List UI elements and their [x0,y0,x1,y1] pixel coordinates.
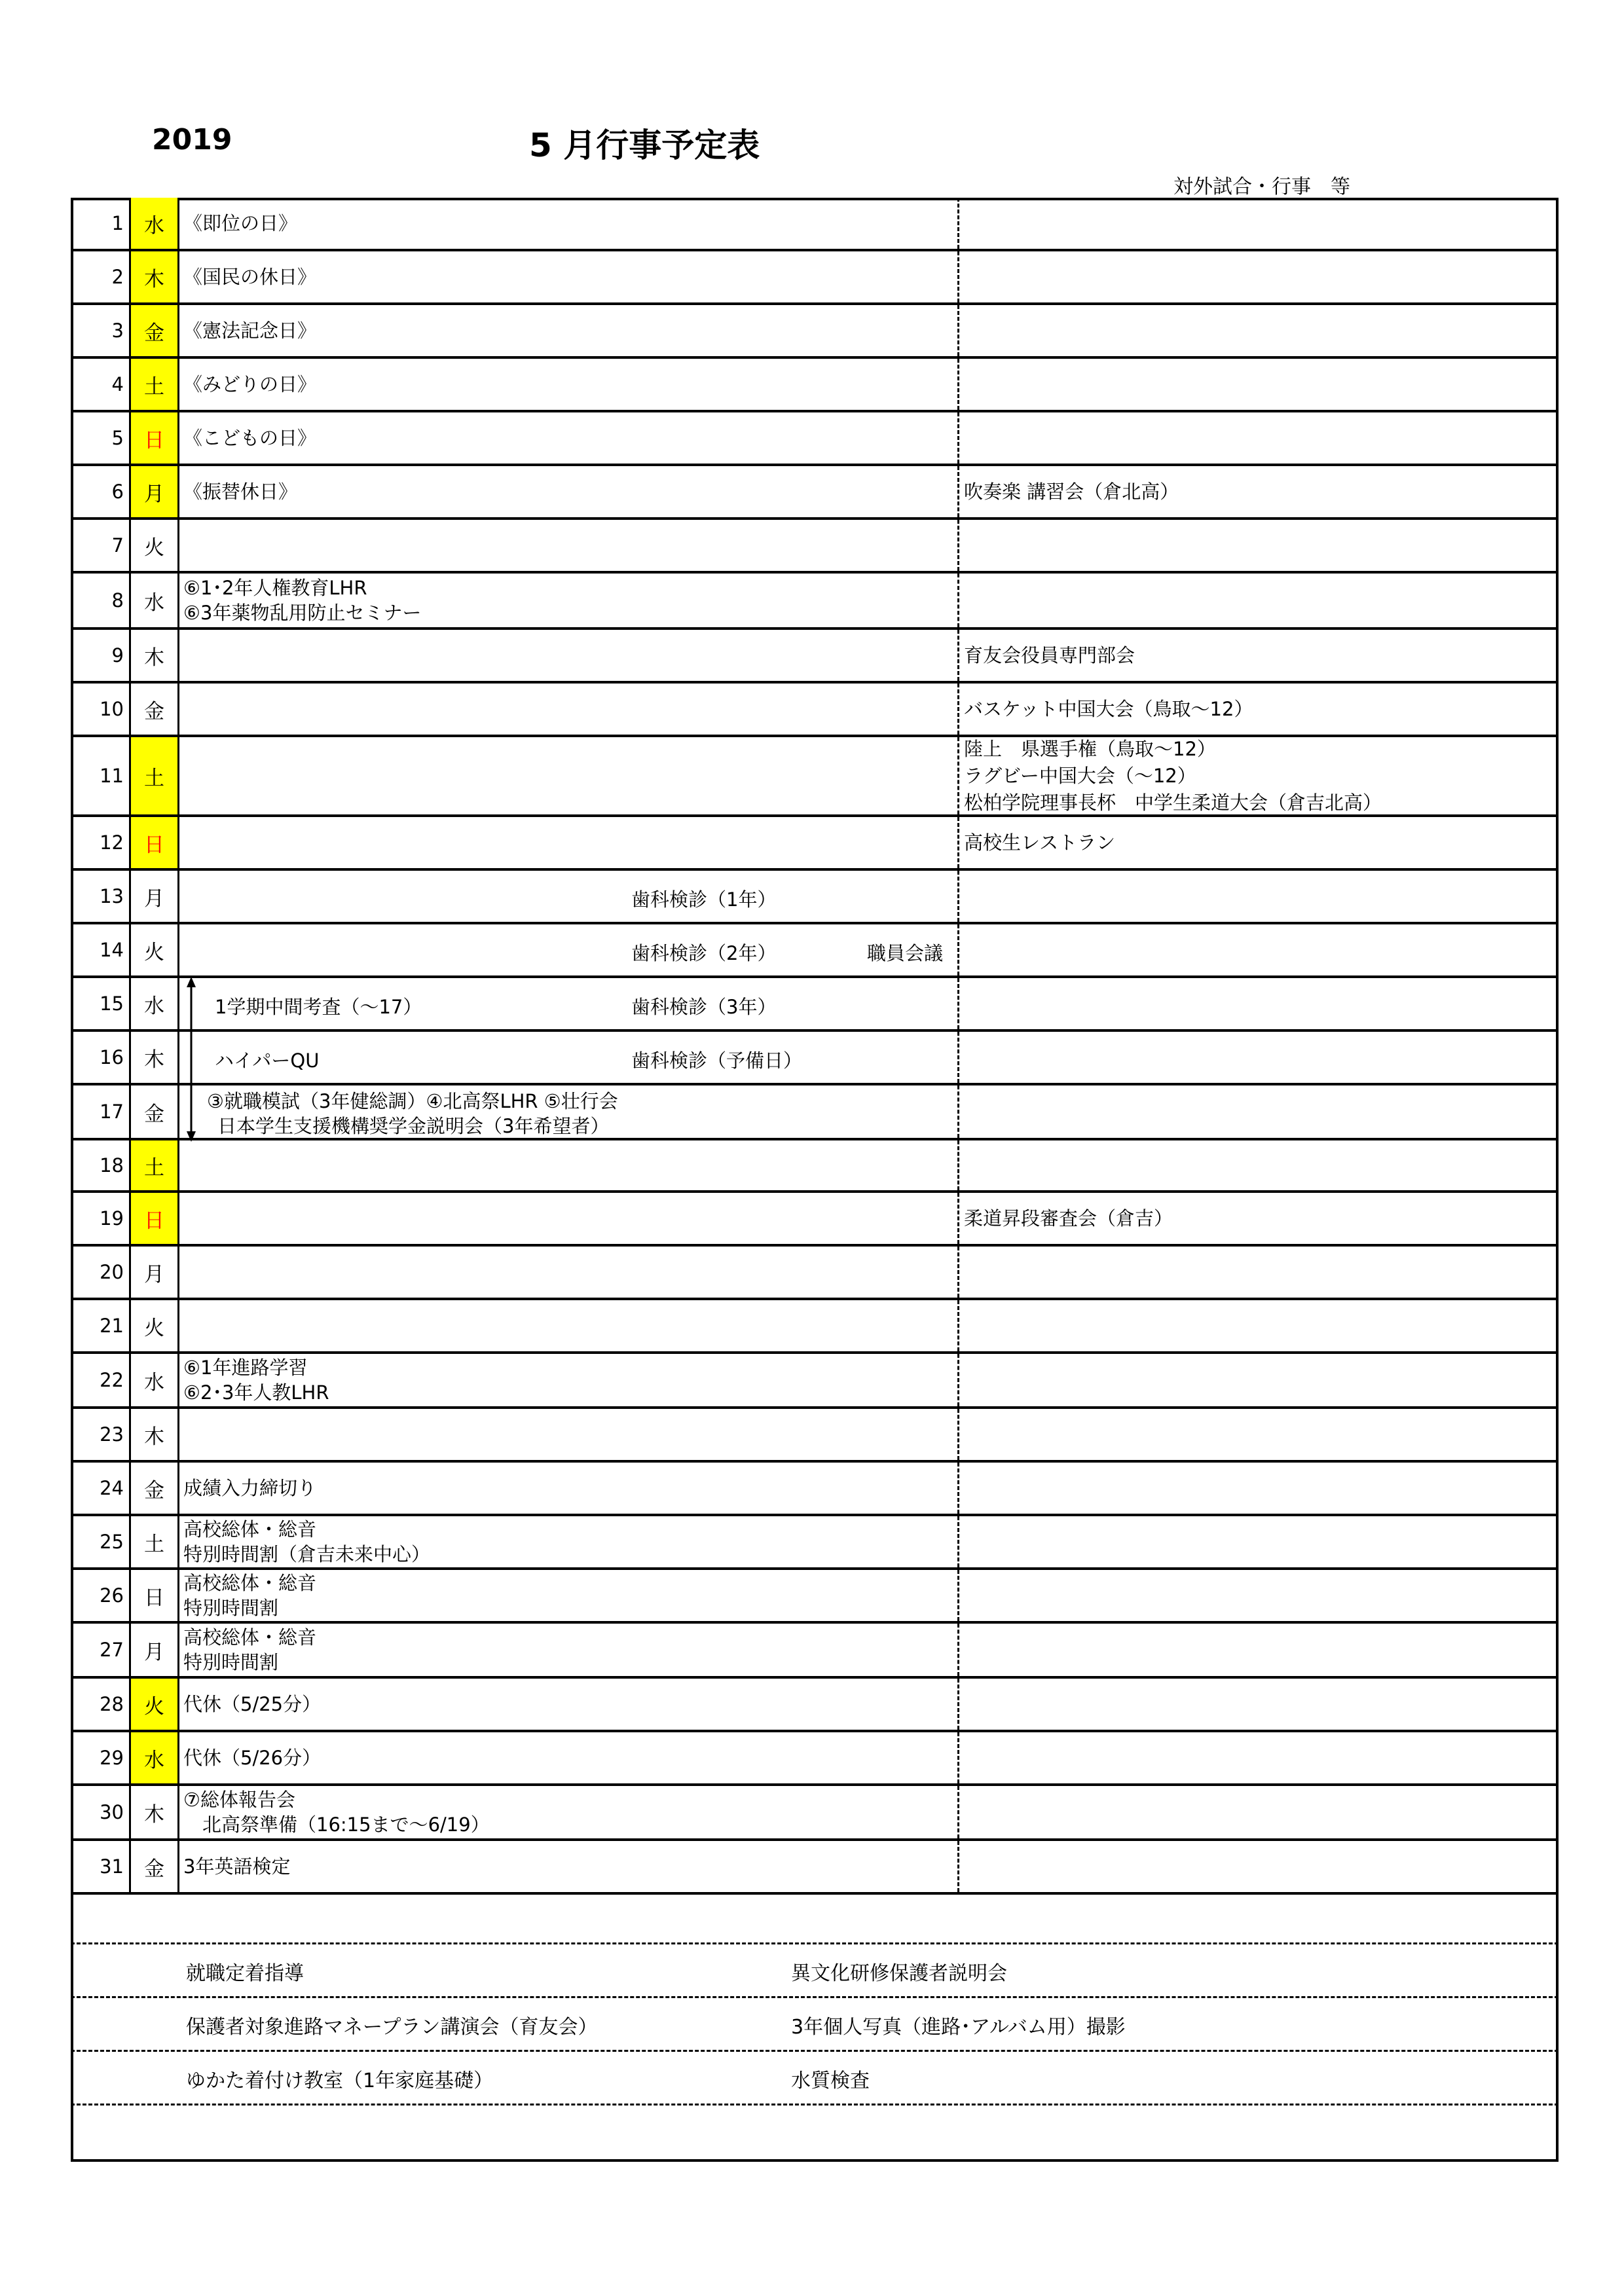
day-of-week: 木 [131,1786,179,1838]
school-events-cell [183,198,1028,249]
day-of-week: 月 [131,871,179,922]
day-of-week: 日 [131,412,179,464]
school-event: 高校総体・総音 [183,1626,317,1649]
exam-period-event: 1学期中間考査（～17） [215,996,422,1018]
bottom-row [71,2050,1559,2104]
day-of-week: 木 [131,1032,179,1083]
school-events-cell [183,630,1028,681]
school-event: ⑥1年進路学習 [183,1357,308,1379]
day-of-week: 日 [131,1193,179,1244]
day-row [71,1732,1559,1786]
external-events-cell [964,1841,1553,1892]
day-of-week: 月 [131,1247,179,1298]
external-event: 育友会役員専門部会 [964,644,1135,666]
day-number: 1 [71,198,131,249]
day-number: 7 [71,520,131,571]
health-check-event: 歯科検診（1年） [631,888,777,911]
day-number: 14 [71,924,131,975]
school-event: 《振替休日》 [183,481,298,503]
day-number: 6 [71,466,131,517]
school-events-cell [183,1841,1028,1892]
day-of-week: 木 [131,251,179,302]
external-events-cell [964,1085,1553,1138]
day-row [71,630,1559,683]
bottom-row [71,1996,1559,2050]
school-event: 《憲法記念日》 [183,319,317,342]
school-events-cell [183,817,1028,868]
external-event: 柔道昇段審査会（倉吉） [964,1207,1173,1230]
staff-meeting-event: 職員会議 [867,942,944,964]
external-events-cell [964,198,1553,249]
school-events-cell [183,871,1028,922]
school-event: 成績入力締切り [183,1477,317,1499]
school-event: 《国民の休日》 [183,266,317,288]
day-number: 10 [71,683,131,735]
day-of-week: 月 [131,1624,179,1676]
day-row [71,1032,1559,1085]
school-event: 北高祭準備（16:15まで～6/19） [183,1813,490,1836]
day-of-week: 金 [131,1085,179,1138]
school-event: 高校総体・総音 [183,1518,317,1540]
external-events-cell [964,251,1553,302]
day-row [71,1300,1559,1354]
day-number: 9 [71,630,131,681]
day-of-week: 火 [131,1679,179,1730]
day-of-week: 火 [131,520,179,571]
day-row [71,1140,1559,1193]
external-events-cell [964,1463,1553,1514]
school-events-cell [183,1409,1028,1460]
external-event: ラグビー中国大会（～12） [964,764,1196,787]
school-event: ⑥2･3年人教LHR [183,1381,329,1404]
day-number: 24 [71,1463,131,1514]
bottom-event-left: 保護者対象進路マネープラン講演会（育友会） [186,2016,598,2039]
school-event: 3年英語検定 [183,1855,291,1878]
day-number: 3 [71,305,131,356]
school-events-cell [183,1570,1028,1621]
day-number: 5 [71,412,131,464]
day-row [71,305,1559,359]
external-events-cell [964,1300,1553,1351]
school-events-cell [183,520,1028,571]
school-events-cell [183,1354,1028,1406]
day-of-week: 水 [131,978,179,1029]
day-number: 4 [71,359,131,410]
day-number: 21 [71,1300,131,1351]
day-row [71,251,1559,305]
day-of-week: 土 [131,1140,179,1190]
external-event: 高校生レストラン [964,831,1116,854]
external-events-cell [964,1679,1553,1730]
school-event: ⑦総体報告会 [183,1789,295,1811]
school-event: 代休（5/26分） [183,1747,322,1769]
day-row [71,1516,1559,1570]
day-of-week: 金 [131,305,179,356]
day-of-week: 金 [131,1463,179,1514]
day-number: 17 [71,1085,131,1138]
day-number: 19 [71,1193,131,1244]
day-row [71,1409,1559,1463]
day-row [71,1463,1559,1516]
day-row [71,978,1559,1032]
health-check-event: 歯科検診（予備日） [631,1049,803,1072]
school-events-cell [183,1624,1028,1676]
day-row [71,1624,1559,1679]
school-events-cell [183,466,1028,517]
day-of-week: 水 [131,198,179,249]
external-events-cell [964,1032,1553,1083]
day-of-week: 土 [131,359,179,410]
external-events-cell [964,978,1553,1029]
bottom-event-left: ゆかた着付け教室（1年家庭基礎） [186,2069,494,2092]
school-events-cell [183,1732,1028,1783]
day-number: 29 [71,1732,131,1783]
external-events-cell [964,1570,1553,1621]
day-of-week: 土 [131,1516,179,1567]
day-of-week: 月 [131,466,179,517]
day-row [71,683,1559,737]
day-of-week: 木 [131,1409,179,1460]
school-events-cell [183,1140,1028,1190]
day-number: 20 [71,1247,131,1298]
external-events-cell [964,1732,1553,1783]
external-events-cell [964,1409,1553,1460]
external-events-cell [964,1354,1553,1406]
day-of-week: 水 [131,1732,179,1783]
external-events-cell [964,1624,1553,1676]
day-row [71,871,1559,924]
external-events-cell [964,359,1553,410]
school-events-cell [183,1247,1028,1298]
school-events-cell [183,251,1028,302]
day-row [71,1679,1559,1732]
day-number: 15 [71,978,131,1029]
external-events-cell [964,1140,1553,1190]
health-check-event: 歯科検診（2年） [631,942,777,964]
day-row [71,198,1559,251]
bottom-event-right: 3年個人写真（進路･アルバム用）撮影 [791,2016,1126,2039]
day-number: 11 [71,737,131,814]
bottom-row [71,1942,1559,1996]
school-event: 代休（5/25分） [183,1693,322,1715]
exam-period-event: 日本学生支援機構奨学金説明会（3年希望者） [217,1115,610,1137]
day-of-week: 金 [131,1841,179,1892]
exam-period-arrow-icon [186,977,196,1142]
day-of-week: 木 [131,630,179,681]
day-row [71,466,1559,520]
day-of-week: 水 [131,574,179,627]
external-events-cell [964,817,1553,868]
day-of-week: 土 [131,737,179,814]
school-event: 《即位の日》 [183,212,298,234]
external-events-cell [964,683,1553,735]
day-number: 25 [71,1516,131,1567]
external-event: 松柏学院理事長杯 中学生柔道大会（倉吉北高） [964,791,1382,814]
day-row [71,1247,1559,1300]
day-of-week: 日 [131,817,179,868]
school-events-cell [183,1463,1028,1514]
exam-period-event: ハイパーQU [215,1049,320,1072]
day-number: 22 [71,1354,131,1406]
day-row [71,359,1559,412]
day-of-week: 火 [131,924,179,975]
day-row [71,520,1559,574]
external-events-cell [964,466,1553,517]
school-events-cell [183,1300,1028,1351]
day-number: 23 [71,1409,131,1460]
day-number: 27 [71,1624,131,1676]
external-events-cell [964,520,1553,571]
day-row [71,1841,1559,1895]
external-events-cell [964,574,1553,627]
school-event: ⑥3年薬物乱用防止セミナー [183,602,422,624]
day-number: 8 [71,574,131,627]
day-row [71,1085,1559,1140]
day-number: 28 [71,1679,131,1730]
school-event: 高校総体・総音 [183,1572,317,1594]
school-events-cell [183,412,1028,464]
day-row [71,737,1559,817]
external-events-cell [964,1193,1553,1244]
day-row [71,574,1559,630]
day-number: 16 [71,1032,131,1083]
external-events-cell [964,305,1553,356]
day-row [71,817,1559,871]
external-event: 陸上 県選手権（鳥取～12） [964,737,1216,760]
day-number: 31 [71,1841,131,1892]
day-number: 30 [71,1786,131,1838]
external-event: 吹奏楽 講習会（倉北高） [964,480,1179,503]
school-events-cell [183,1679,1028,1730]
external-events-cell [964,1247,1553,1298]
school-events-cell [183,737,1028,814]
external-event: バスケット中国大会（鳥取～12） [964,697,1253,720]
page-title: 5 月行事予定表 [529,126,760,164]
day-row [71,924,1559,978]
day-number: 18 [71,1140,131,1190]
day-number: 2 [71,251,131,302]
day-row [71,1354,1559,1409]
external-events-cell [964,1516,1553,1567]
school-event: 《こどもの日》 [183,427,317,449]
bottom-row [71,2104,1559,2157]
day-row [71,412,1559,466]
bottom-event-right: 水質検査 [791,2069,870,2092]
day-number: 13 [71,871,131,922]
external-events-cell [964,412,1553,464]
school-events-cell [183,305,1028,356]
day-row [71,1193,1559,1247]
health-check-event: 歯科検診（3年） [631,996,777,1018]
external-events-cell [964,1786,1553,1838]
school-event: 特別時間割 [183,1597,279,1619]
school-event: 《みどりの日》 [183,373,317,395]
school-events-cell [183,1786,1028,1838]
day-of-week: 水 [131,1354,179,1406]
external-events-cell [964,630,1553,681]
external-events-cell [964,871,1553,922]
school-event: 特別時間割（倉吉未来中心） [183,1543,431,1565]
day-of-week: 日 [131,1570,179,1621]
day-row [71,1570,1559,1624]
day-number: 26 [71,1570,131,1621]
school-events-cell [183,359,1028,410]
school-events-cell [183,683,1028,735]
external-events-column-label: 対外試合・行事 等 [1173,175,1350,198]
day-of-week: 金 [131,683,179,735]
school-event: ⑥1･2年人権教育LHR [183,577,367,599]
day-number: 12 [71,817,131,868]
school-events-cell [183,574,1028,627]
exam-period-event: ③就職模試（3年健総調）④北高祭LHR ⑤壮行会 [207,1090,618,1112]
external-events-cell [964,737,1553,814]
day-of-week: 火 [131,1300,179,1351]
external-events-cell [964,924,1553,975]
bottom-event-left: 就職定着指導 [186,1962,304,1985]
school-events-cell [183,1516,1028,1567]
year-label: 2019 [152,123,232,156]
bottom-event-right: 異文化研修保護者説明会 [791,1962,1007,1985]
school-event: 特別時間割 [183,1651,279,1673]
day-row [71,1786,1559,1841]
school-events-cell [183,1193,1028,1244]
